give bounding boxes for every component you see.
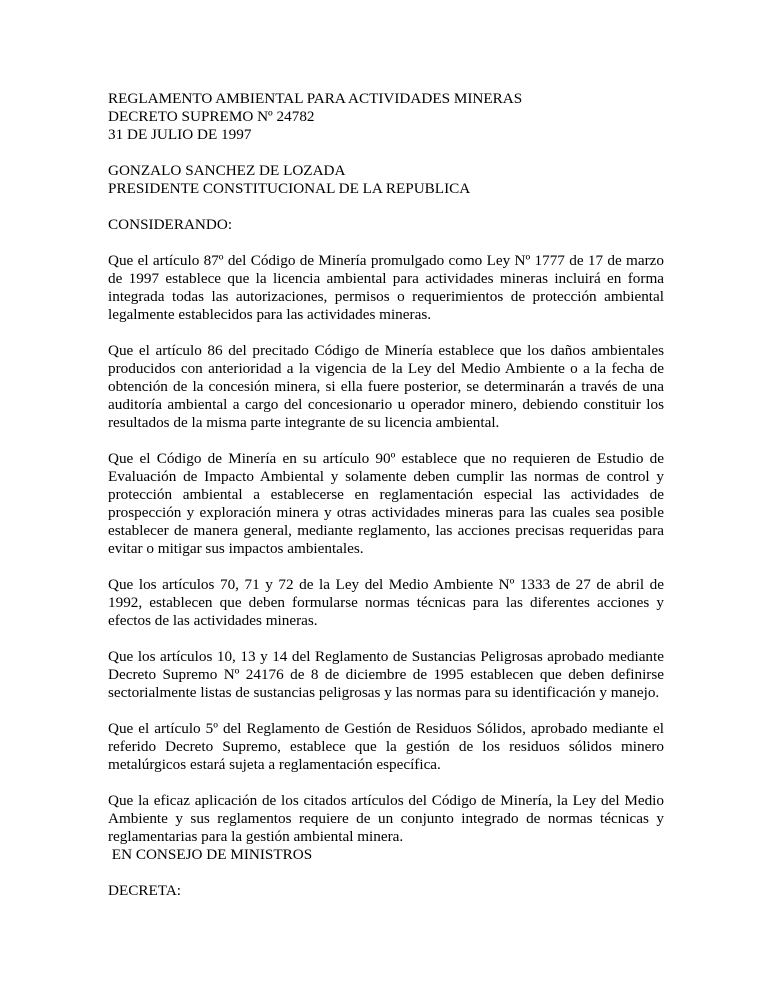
paragraph: Que el artículo 87º del Código de Minería promulgado como Ley Nº 1777 de 17 de marzo de 1997 establece que la licencia ambiental para actividades mineras incluirá en forma integrada todas las autorizaciones, permisos o requerimientos de protección ambiental legalmente establecidos para las actividades mineras. xyxy=(108,252,664,323)
signatory-block xyxy=(108,162,664,198)
decree-date: 31 DE JULIO DE 1997 xyxy=(108,126,252,143)
council-line: EN CONSEJO DE MINISTROS xyxy=(108,846,313,863)
paragraph: Que el artículo 5º del Reglamento de Gestión de Residuos Sólidos, aprobado mediante el referido Decreto Supremo, establece que la gestión de los residuos sólidos minero metalúrgicos estará sujeta a reglamentación específica. xyxy=(108,720,664,773)
paragraph: Que los artículos 10, 13 y 14 del Reglamento de Sustancias Peligrosas aprobado mediante Decreto Supremo Nº 24176 de 8 de diciembre de 1995 establecen que deben definirse sectorialmente listas de sustancias peligrosas y las normas para su identificación y manejo. xyxy=(108,648,664,701)
document-title: REGLAMENTO AMBIENTAL PARA ACTIVIDADES MINERAS xyxy=(108,90,523,107)
paragraph: Que la eficaz aplicación de los citados artículos del Código de Minería, la Ley del Medio Ambiente y sus reglamentos requiere de un conjunto integrado de normas técnicas y reglamentarias para la gestión ambiental minera. xyxy=(108,792,664,845)
decree-number: DECRETO SUPREMO Nº 24782 xyxy=(108,108,315,125)
paragraph: Que el artículo 86 del precitado Código de Minería establece que los daños ambientales producidos con anterioridad a la vigencia de la Ley del Medio Ambiente o a la fecha de obtención de la concesión minera, si ella fuere posterior, se determinarán a través de una auditoría ambiental a cargo del concesionario u operador minero, debiendo constituir los resultados de la misma parte integrante de su licencia ambiental. xyxy=(108,342,664,431)
decreta-heading: DECRETA: xyxy=(108,882,182,899)
paragraph: Que el Código de Minería en su artículo 90º establece que no requieren de Estudio de Evaluación de Impacto Ambiental y solamente deben cumplir las normas de control y protección ambiental a establecerse en reglamentación especial las actividades de prospección y exploración minera y otras actividades mineras para las cuales sea posible establecer de manera general, mediante reglamento, las acciones precisas requeridas para evitar o mitigar sus impactos ambientales. xyxy=(108,450,664,557)
considerando-heading: CONSIDERANDO: xyxy=(108,216,233,233)
document-page xyxy=(108,90,664,900)
document-header xyxy=(108,90,664,144)
signatory-name: GONZALO SANCHEZ DE LOZADA xyxy=(108,162,346,179)
signatory-office: PRESIDENTE CONSTITUCIONAL DE LA REPUBLICA xyxy=(108,180,471,197)
paragraph: Que los artículos 70, 71 y 72 de la Ley del Medio Ambiente Nº 1333 de 27 de abril de 1992, establecen que deben formularse normas técnicas para las diferentes acciones y efectos de las actividades mineras. xyxy=(108,576,664,629)
